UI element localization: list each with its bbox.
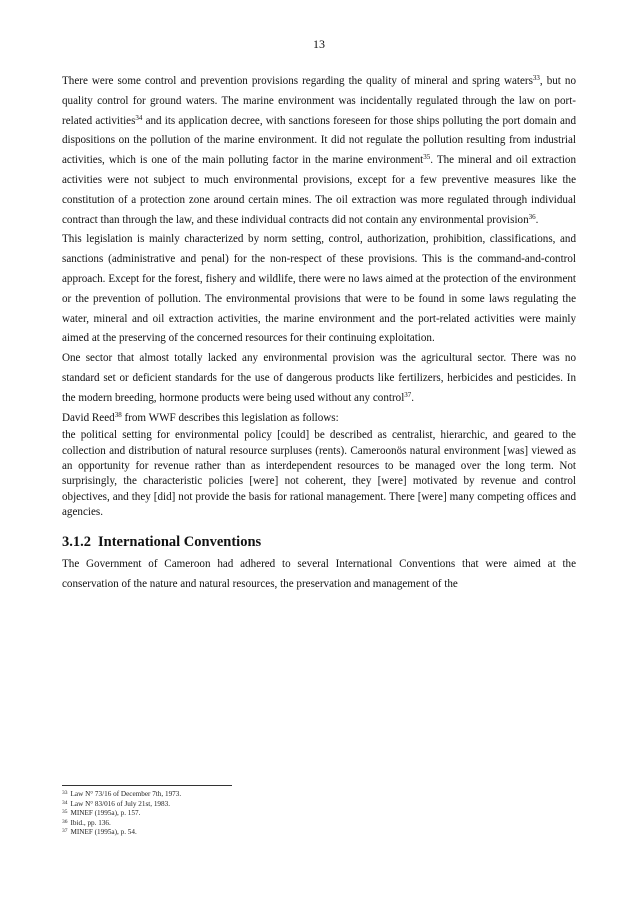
paragraph-legislation-character: This legislation is mainly characterized by norm setting, control, authorization, prohibition, classifications, and sanctions (administrative and penal) for the non-respect of these provisions. This is the command-and-control approach. Except for the forest, fishery and wildlife, there were no laws aimed at the protection of the environment or the prevention of pollution. The environmental provisions that were to be found in some laws regulating the water, mineral and oil extraction activities, the marine environment and the port-related activities were mainly aimed at the preserving of the concerned resources for their continuing exploitation. (62, 233, 576, 345)
page-number: 13 (313, 37, 325, 51)
paragraph-text: . (535, 213, 539, 226)
footnote-number: 34 (62, 799, 68, 806)
footnote-number: 35 (62, 809, 68, 816)
footnote-divider (62, 785, 232, 786)
paragraph-quality-provisions (62, 72, 576, 230)
footnote (62, 800, 576, 810)
paragraph-text: and its application decree, with sanctions foreseen for those ships polluting the port domain and dispositions on the pollution of the marine environment. It did not regulate the pollution resulting from industrial activities, which is one of the main polluting factor in the marine environment (62, 114, 577, 167)
footnote-number: 36 (62, 818, 68, 825)
paragraph-text: One sector that almost totally lacked any environmental provision was the agricultural sector. There was no standard set or deficient standards for the use of dangerous products like fertilizers, herbicides and pesticides. In the modern breeding, hormone products were being used without any control (62, 352, 576, 404)
footnote-text: MINEF (1995a), p. 157. (70, 809, 141, 818)
section-number: 3.1.2 (62, 534, 91, 551)
section-title: International Conventions (98, 534, 262, 551)
paragraph-conventions: The Government of Cameroon had adhered to several International Conventions that were aimed at the conservation of the nature and natural resources, the preservation and management of the (62, 558, 576, 590)
footnote-text: Ibid., pp. 136. (70, 818, 111, 827)
footnote-ref[interactable]: 38 (114, 410, 122, 419)
section-heading (62, 532, 576, 552)
paragraph-text: . (411, 391, 415, 404)
footnote-ref[interactable]: 36 (528, 212, 536, 221)
footnote-text: Law N° 73/16 of December 7th, 1973. (70, 790, 182, 798)
footnote (62, 790, 576, 800)
paragraph-text: , but no quality control for ground waters. The marine environment was incidentally regulated through the law on port-related activities (62, 75, 576, 127)
footnote (62, 809, 576, 819)
paragraph-text: from WWF describes this legislation as follows: (121, 411, 339, 424)
footnote (62, 828, 576, 838)
paragraph-text: David Reed (62, 411, 115, 424)
footnote-ref[interactable]: 33 (532, 74, 540, 82)
footnote-text: Law N° 83/016 of July 21st, 1983. (70, 799, 171, 808)
block-quote: the political setting for environmental policy [could] be described as centralist, hierarchic, and geared to the collection and distribution of natural resource surpluses (rents). Cameroonös natural environment [was] viewed as an opportunity for revenue rather than as interdependent resources to be managed over the long term. Not surprisingly, the characteristic policies [were] not coherent, they [were] motivated by revenue and control objectives, and they [did] not provide the basis for rational management. There [were] many competing offices and agencies. (62, 429, 576, 518)
footnote (62, 819, 576, 829)
footnote-text: MINEF (1995a), p. 54. (70, 828, 137, 837)
paragraph-agricultural-sector (62, 349, 576, 408)
paragraph-text: There were some control and prevention provisions regarding the quality of mineral and spring waters (62, 75, 533, 87)
footnote-ref[interactable]: 35 (423, 153, 431, 162)
body-text (62, 72, 576, 595)
footnote-ref[interactable]: 34 (135, 113, 143, 122)
paragraph-text: . The mineral and oil extraction activities were not subject to much environmental provisions, except for a few preventive measures like the constitution of a protection zone around certain mines. The oil extraction was more regulated through individual contract than through the law, and these individual contracts did not contain any environmental provision (62, 154, 577, 226)
footnote-ref[interactable]: 37 (404, 390, 412, 399)
footnote-number: 33 (62, 790, 68, 796)
footnote-number: 37 (62, 828, 68, 835)
paragraph-reed-intro (62, 409, 576, 429)
footnotes (62, 790, 576, 838)
